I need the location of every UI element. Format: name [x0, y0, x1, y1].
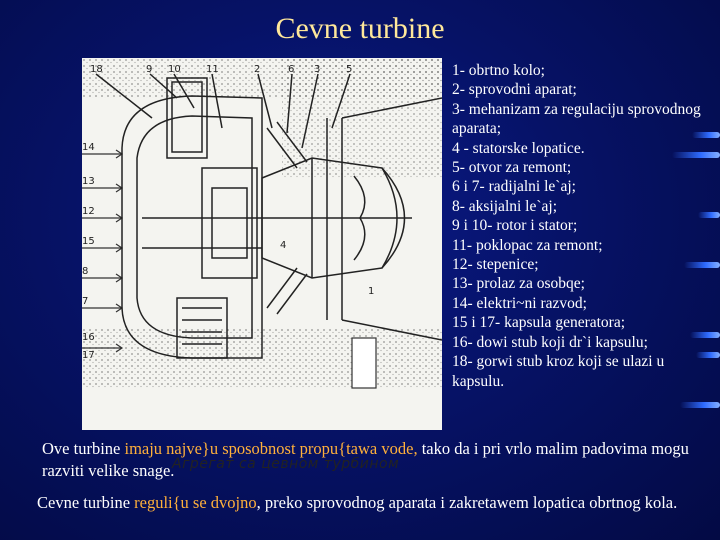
- legend-item: 15 i 17- kapsula generatora;: [452, 314, 626, 332]
- legend-item: 6 i 7- radijalni le`aj;: [452, 178, 576, 196]
- highlight-text: imaju najve}u sposobnost propu{tawa vode,: [124, 439, 418, 458]
- callout-label: 5: [346, 64, 353, 75]
- legend-item: 12- stepenice;: [452, 256, 539, 274]
- callout-label: 3: [314, 64, 321, 75]
- figure-caption: Агрегат са цевном турбином: [172, 456, 400, 472]
- page-title: Cevne turbine: [275, 12, 445, 45]
- legend-item: 13- prolaz za osobqe;: [452, 275, 585, 293]
- paragraph-text: Ove turbine: [42, 439, 125, 458]
- legend-item: 16- dowi stub koji dr`i kapsulu;: [452, 333, 648, 351]
- callout-label: 15: [82, 236, 95, 247]
- legend-item: 11- poklopac za remont;: [452, 236, 603, 254]
- legend-item: 1- obrtno kolo;: [452, 62, 545, 79]
- callout-label: 7: [82, 296, 89, 307]
- callout-label: 9: [146, 64, 153, 75]
- legend-item: 3- mehanizam za regulaciju sprovodnog aparata;: [452, 100, 701, 138]
- legend-item: 2- sprovodni aparat;: [452, 81, 577, 99]
- callout-label: 11: [206, 64, 219, 75]
- legend-list: [452, 61, 714, 391]
- legend-item: 14- elektri~ni razvod;: [452, 294, 587, 312]
- legend-item: 18- gorwi stub kroz koji se ulazi u kapsulu.: [452, 353, 665, 390]
- legend-item: 5- otvor za remont;: [452, 159, 572, 177]
- callout-label: 14: [82, 142, 95, 153]
- callout-label: 1: [368, 286, 375, 297]
- highlight-text: reguli{u se dvojno: [134, 493, 257, 512]
- legend-item: 4 - statorske lopatice.: [452, 139, 585, 157]
- callout-label: 12: [82, 206, 95, 217]
- callout-label: 2: [254, 64, 261, 75]
- paragraph-capacity: [42, 438, 702, 482]
- callout-label: 4: [280, 240, 287, 251]
- callout-label: 13: [82, 176, 95, 187]
- legend-item: 9 i 10- rotor i stator;: [452, 217, 578, 235]
- paragraph-text: , preko sprovodnog aparata i zakretawem lopatica obrtnog kola.: [256, 493, 678, 512]
- turbine-drawing: [82, 58, 442, 430]
- decor-streak: [680, 402, 720, 408]
- legend-item: 8- aksijalni le`aj;: [452, 197, 558, 215]
- paragraph-text: tako da i pri vrlo malim padovima mogu razviti velike snage.: [42, 439, 689, 480]
- callout-label: 10: [168, 64, 181, 75]
- paragraph-text: Cevne turbine: [37, 493, 135, 512]
- callout-label: 17: [82, 350, 95, 361]
- callout-label: 16: [82, 332, 95, 343]
- paragraph-regulation: [37, 492, 707, 514]
- callout-label: 6: [288, 64, 295, 75]
- callout-label: 8: [82, 266, 89, 277]
- callout-label: 18: [90, 64, 103, 75]
